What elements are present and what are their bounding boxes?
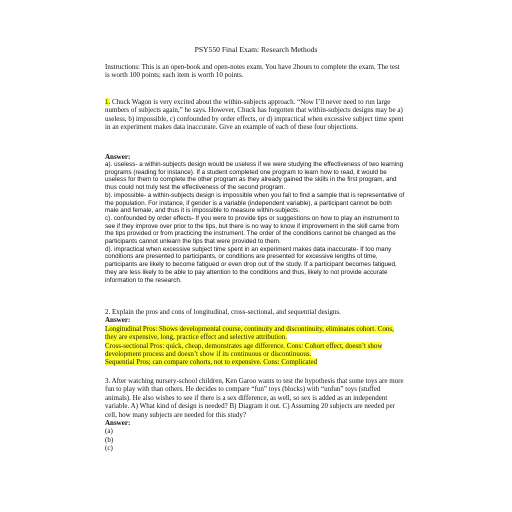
answer-2-sequential — [105, 358, 405, 366]
instructions — [105, 63, 405, 80]
question-1-body: Chuck Wagon is very excited about the within-subjects approach. “Now I’ll never need to run large numbers of subjects again,” he says. However, Chuck has forgotten that within-subjects designs may be a) useless, b) impossible, c) confounded by order effects, or d) impractical when excessive subject time spent in an experiment makes data inaccurate. Give an example of each of these four objections. — [105, 98, 404, 132]
exam-title: PSY550 Final Exam: Research Methods — [194, 45, 318, 54]
answer-3-item-c: (c) — [105, 444, 113, 453]
question-2 — [105, 308, 405, 367]
answer-2-sequential-text: Sequential Pros; can compare cohorts, not to expensive. Cons: Complicated — [105, 358, 318, 367]
answer-1-c: c). confounded by order effects- If you were to provide tips or suggestions on how to play an instrument to see if they improve over prior to the tips, but there is no way to know if improvement in the skill came from the tips provided or from practicing the instrument. The order of the conditions cannot be changed as the participants cannot unlearn the tips that were provided to them. — [105, 214, 400, 246]
answer-2-longitudinal-text: Longitudinal Pros: Shows developmental course, continuity and discontinuity, eliminates cohort. Cons, they are expensive, long, practice effect and selective attribution. — [105, 324, 394, 342]
question-1 — [105, 98, 405, 132]
question-3 — [105, 377, 405, 453]
answer-3-item-a: (a) — [105, 427, 113, 436]
question-2-text: 2. Explain the pros and cons of longitudinal, cross-sectional, and sequential designs. — [105, 308, 341, 316]
answer-1-d: d). impractical when excessive subject time spent in an experiment makes data inaccurate- If too many conditions are presented to participants, or conditions are presented for excessive lengths of time, participants are likely to become fatigued or even drop out of the study. If a participant becomes fatigued, they are less likely to be able to pay attention to the conditions and thus, likely to not provide accurate information to the research. — [105, 245, 397, 284]
question-1-number: 1. — [105, 98, 111, 106]
answer-1-a: a). useless- a within-subjects design would be useless if we were studying the effectiveness of two learning programs (reading for instance). If a student completed one program to learn how to read, it would be useless for them to complete the other program as they already gained the skills in the first program, and thus could not truly test the effectiveness of the second program. — [105, 161, 404, 192]
answer-2-cross-sectional-text: Cross-sectional Pros: quick, cheap, demonstrates age difference. Cons: Cohort effect, doesn’t show development process and doesn’t show if its continuous or discontinuous. — [105, 341, 383, 359]
answer-2-cross-sectional — [105, 342, 405, 359]
question-1-text — [105, 98, 405, 132]
answer-1-b: b). impossible- a within-subjects design is impossible when you fail to find a sample that is representative of the population. For instance, if gender is a variable (independent variable), a participant cannot be both male and female, and thus it is impossible to measure within-subjects. — [105, 191, 405, 215]
answer-2-label: Answer: — [105, 316, 131, 325]
answer-3-item-b: (b) — [105, 435, 114, 444]
answer-1-label: Answer: — [105, 153, 131, 161]
answer-1 — [105, 161, 405, 284]
answer-2-longitudinal — [105, 325, 405, 342]
instructions-text: Instructions: This is an open-book and open-notes exam. You have 2hours to complete the exam. The test is worth 100 points; each item is worth 10 points. — [105, 63, 400, 80]
question-3-text: 3. After watching nursery-school children, Ken Garoo wants to test the hypothesis that some toys are more fun to play with than others. He decides to compare “fun” toys (blocks) with “unfun” toys (stuffed animals). He also wishes to see if there is a sex difference, as well, so sex is added as an independent variable. A) What kind of design is needed? B) Diagram it out. C) Assuming 20 subjects are needed per cell, how many subjects are needed for this study? — [105, 377, 404, 419]
answer-3-label: Answer: — [105, 419, 131, 428]
